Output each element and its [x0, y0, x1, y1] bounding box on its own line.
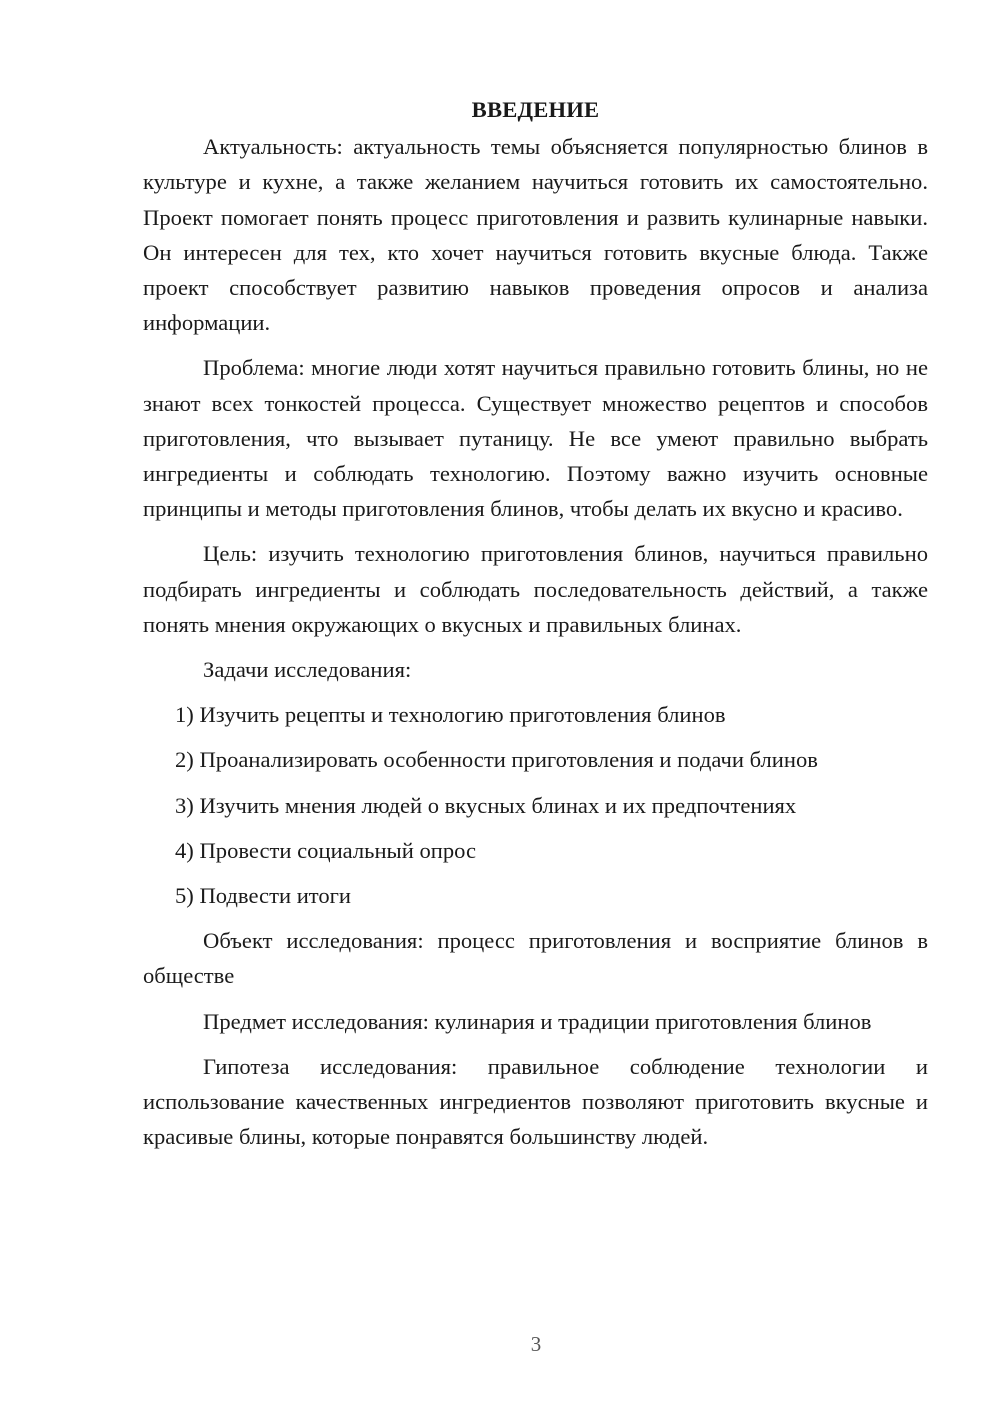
page-number: 3 — [530, 1332, 542, 1356]
paragraph-relevance: Актуальность: актуальность темы объясняется популярностью блинов в культуре и кухне, а также желанием научиться готовить их самостоятельно. Проект помогает понять процесс приготовления и развить кулинарные навыки. Он интересен для тех, кто хочет научиться готовить вкусные блюда. Также проект способствует развитию навыков проведения опросов и анализа информации. — [143, 134, 928, 336]
paragraph-goal: Цель: изучить технологию приготовления блинов, научиться правильно подбирать ингредиенты и соблюдать последовательность действий, а также понять мнения окружающих о вкусных и правильных блинах. — [143, 541, 928, 637]
paragraph-subject: Предмет исследования: кулинария и традиции приготовления блинов — [203, 1008, 872, 1034]
paragraph-problem: Проблема: многие люди хотят научиться правильно готовить блины, но не знают всех тонкостей процесса. Существует множество рецептов и способов приготовления, что вызывает путаницу. Не все умеют правильно выбрать ингредиенты и соблюдать технологию. Поэтому важно изучить основные принципы и методы приготовления блинов, чтобы делать их вкусно и красиво. — [143, 355, 928, 522]
paragraph-object: Объект исследования: процесс приготовления и восприятие блинов в обществе — [143, 928, 928, 989]
tasks-heading: Задачи исследования: — [203, 657, 412, 683]
task-item: 5) Подвести итоги — [175, 883, 352, 909]
task-item: 2) Проанализировать особенности приготовления и подачи блинов — [175, 747, 818, 773]
task-item: 1) Изучить рецепты и технологию приготовления блинов — [175, 702, 726, 728]
task-item: 4) Провести социальный опрос — [175, 837, 477, 863]
paragraph-hypothesis: Гипотеза исследования: правильное соблюдение технологии и использование качественных ингредиентов позволяют приготовить вкусные и красивые блины, которые понравятся большинству людей. — [143, 1053, 928, 1150]
task-list — [143, 697, 928, 913]
page-content — [143, 92, 928, 1164]
section-title: ВВЕДЕНИЕ — [471, 97, 600, 122]
task-item: 3) Изучить мнения людей о вкусных блинах и их предпочтениях — [175, 792, 797, 818]
